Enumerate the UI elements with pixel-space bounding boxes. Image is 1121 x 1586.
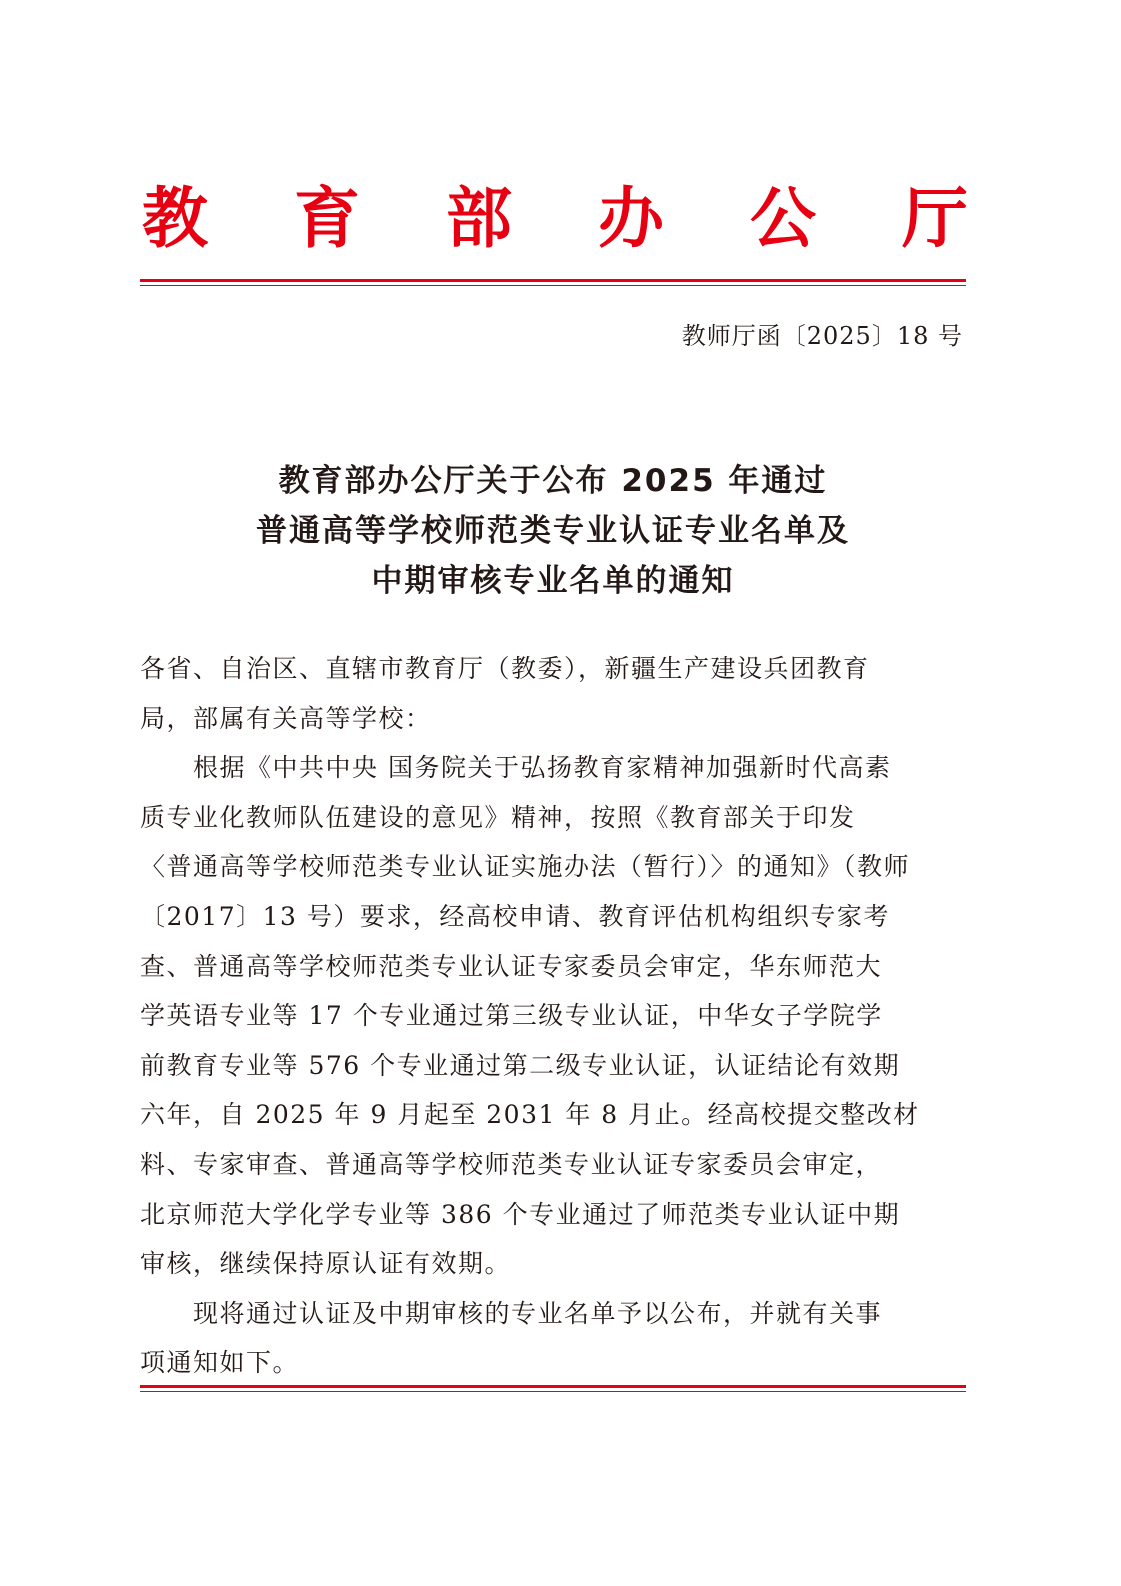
title-line: 中期审核专业名单的通知 <box>371 563 735 599</box>
body-line: 项通知如下。 <box>140 1348 300 1378</box>
masthead-title <box>140 178 970 258</box>
body-line: 六年，自 2025 年 9 月起至 2031 年 8 月止。经高校提交整改材 <box>140 1100 920 1130</box>
document-title <box>140 456 966 606</box>
body-line: 审核，继续保持原认证有效期。 <box>140 1249 512 1279</box>
masthead-char: 教 <box>142 179 208 257</box>
body-line: 北京师范大学化学专业等 386 个专业通过了师范类专业认证中期 <box>140 1199 901 1229</box>
red-header-rule <box>140 279 966 286</box>
masthead-char: 办 <box>598 179 664 257</box>
body-line: 学英语专业等 17 个专业通过第三级专业认证，中华女子学院学 <box>140 1001 883 1031</box>
masthead-char: 部 <box>446 179 512 257</box>
body-line: 现将通过认证及中期审核的专业名单予以公布，并就有关事 <box>140 1298 883 1328</box>
body-line: 查、普通高等学校师范类专业认证专家委员会审定，华东师范大 <box>140 951 883 981</box>
document-number: 教师厅函〔2025〕18 号 <box>681 322 963 350</box>
red-footer-rule <box>140 1385 966 1392</box>
body-line: 〈普通高等学校师范类专业认证实施办法（暂行）〉的通知》（教师 <box>140 852 911 882</box>
masthead-char: 厅 <box>902 179 968 257</box>
masthead-char: 公 <box>750 179 816 257</box>
body-line: 质专业化教师队伍建设的意见》精神，按照《教育部关于印发 <box>140 802 856 832</box>
body-line: 前教育专业等 576 个专业通过第二级专业认证，认证结论有效期 <box>140 1050 901 1080</box>
body-line: 局，部属有关高等学校： <box>140 703 432 733</box>
title-line: 教育部办公厅关于公布 2025 年通过 <box>278 463 828 499</box>
body-line: 料、专家审查、普通高等学校师范类专业认证专家委员会审定， <box>140 1149 883 1179</box>
title-line: 普通高等学校师范类专业认证专业名单及 <box>256 513 850 549</box>
body-line: 各省、自治区、直辖市教育厅（教委），新疆生产建设兵团教育 <box>140 654 870 683</box>
body-line: 〔2017〕13 号）要求，经高校申请、教育评估机构组织专家考 <box>140 901 890 931</box>
masthead-char: 育 <box>294 179 360 257</box>
body-line: 根据《中共中央 国务院关于弘扬教育家精神加强新时代高素 <box>140 753 892 783</box>
document-body <box>140 644 966 1388</box>
